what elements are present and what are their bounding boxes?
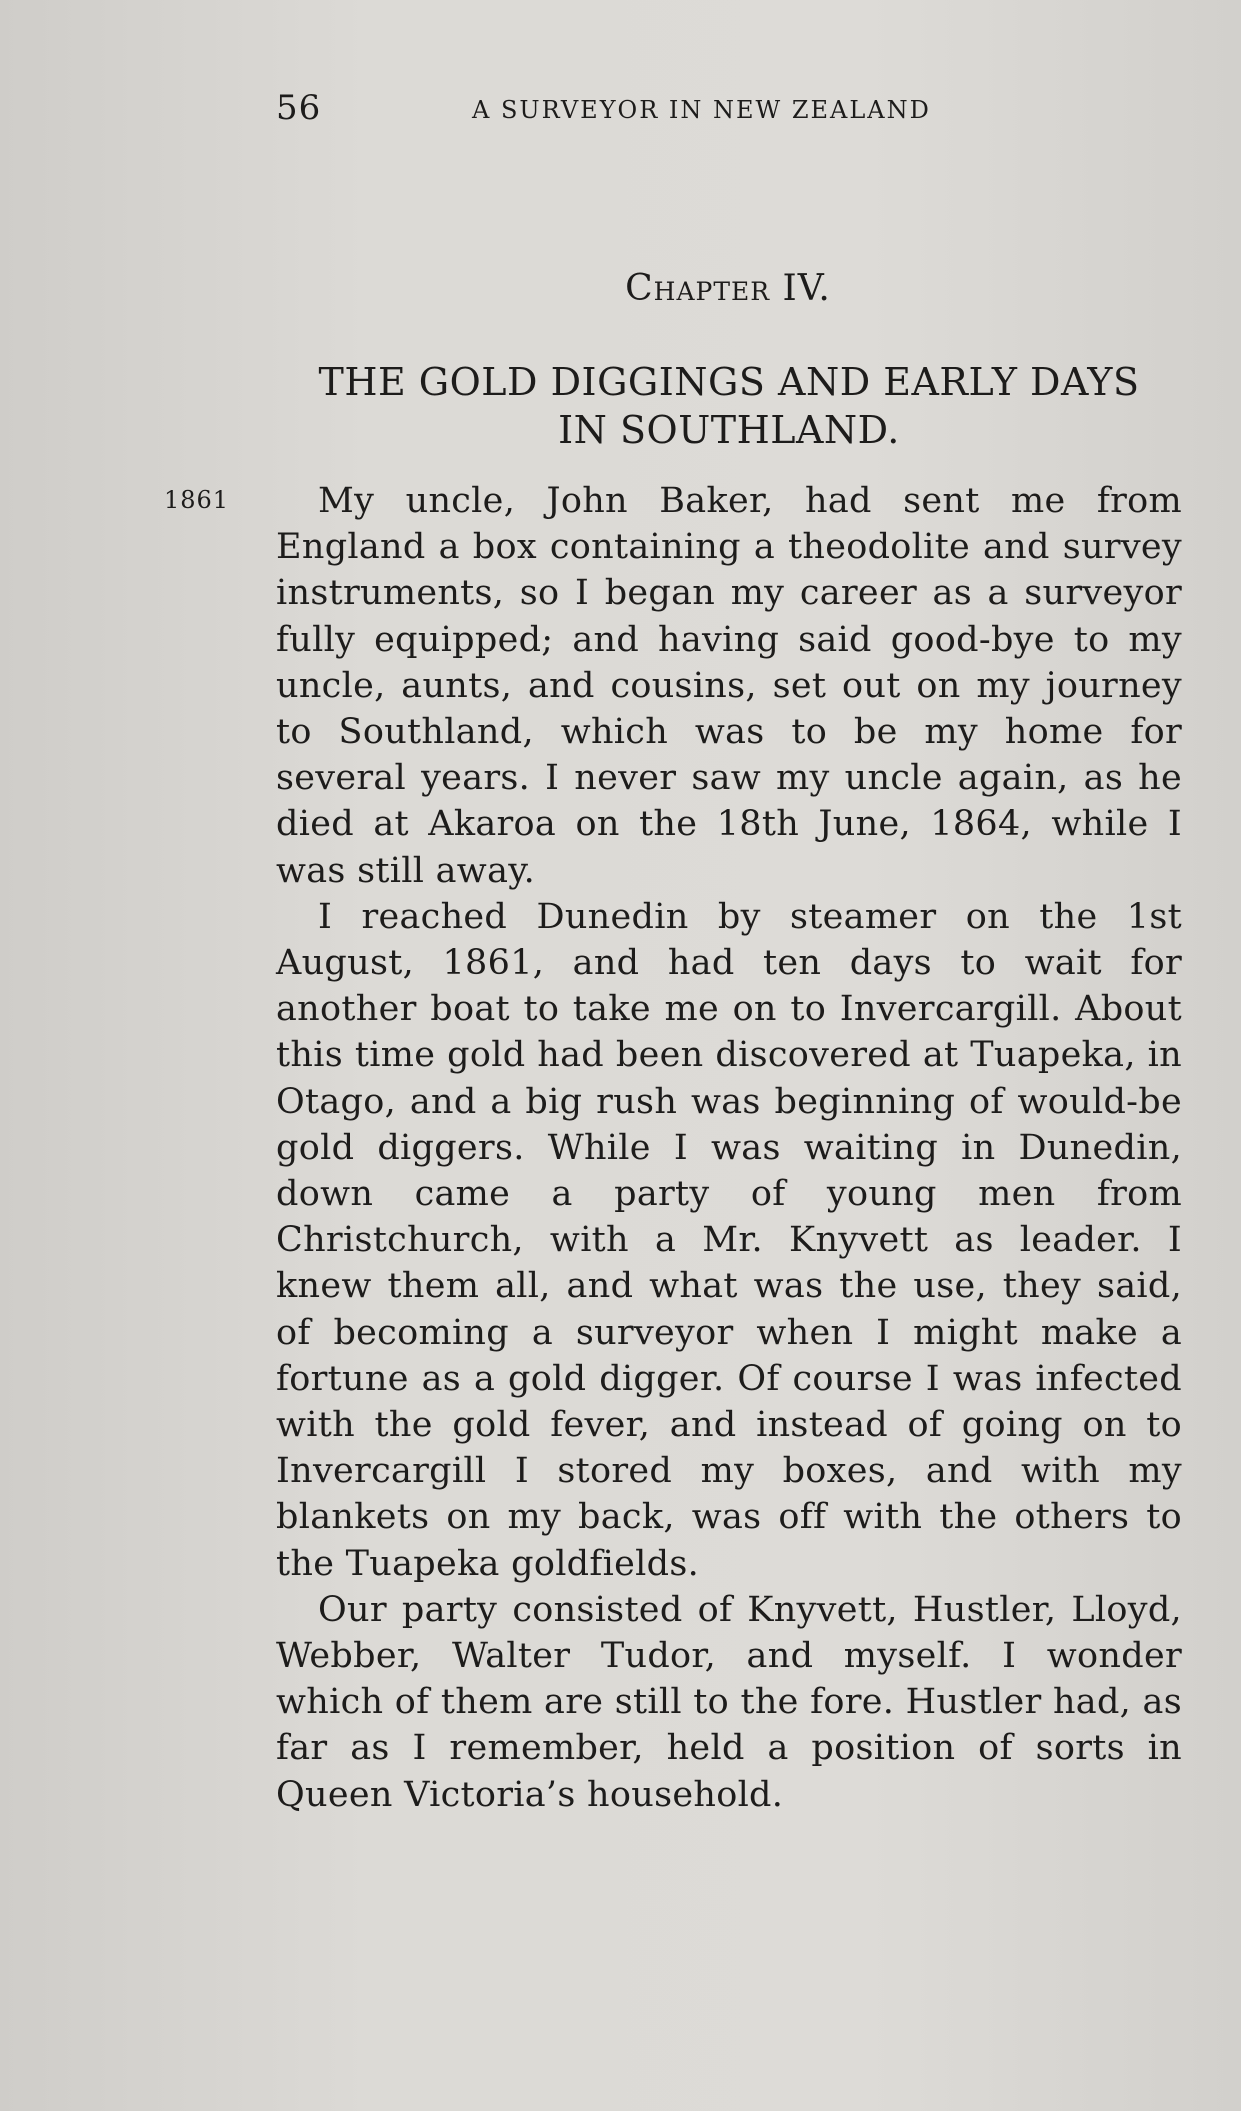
- body-text: [276, 478, 1182, 1818]
- chapter-title-line-1: THE GOLD DIGGINGS AND EARLY DAYS: [318, 360, 1140, 404]
- running-title: A SURVEYOR IN NEW ZEALAND: [472, 96, 931, 124]
- chapter-title: [276, 358, 1182, 454]
- running-head: [276, 88, 1196, 128]
- paragraph-2: I reached Dunedin by steamer on the 1st August, 1861, and had ten days to wait for another boat to take me on to Invercargill. About this time gold had been discovered at Tuapeka, in Otago, and a big rush was beginning of would-be gold diggers. While I was waiting in Dunedin, down came a party of young men from Christchurch, with a Mr. Knyvett as leader. I knew them all, and what was the use, they said, of becoming a surveyor when I might make a fortune as a gold digger. Of course I was infected with the gold fever, and instead of going on to Invercargill I stored my boxes, and with my blankets on my back, was off with the others to the Tuapeka goldfields.: [276, 896, 1182, 1584]
- paragraph-3: Our party consisted of Knyvett, Hustler, Lloyd, Webber, Walter Tudor, and myself. I wonder which of them are still to the fore. Hustler had, as far as I remember, held a position of sorts in Queen Victoria’s household.: [276, 1589, 1182, 1815]
- chapter-title-line-2: IN SOUTHLAND.: [558, 408, 900, 452]
- paragraph-1: My uncle, John Baker, had sent me from England a box containing a theodolite and survey instruments, so I began my career as a surveyor fully equipped; and having said good-bye to my uncle, aunts, and cousins, set out on my journey to Southland, which was to be my home for several years. I never saw my uncle again, as he died at Akaroa on the 18th June, 1864, while I was still away.: [276, 481, 1182, 891]
- page-number: 56: [276, 88, 322, 128]
- margin-year-note: 1861: [164, 486, 230, 514]
- chapter-label: Chapter IV.: [625, 268, 831, 309]
